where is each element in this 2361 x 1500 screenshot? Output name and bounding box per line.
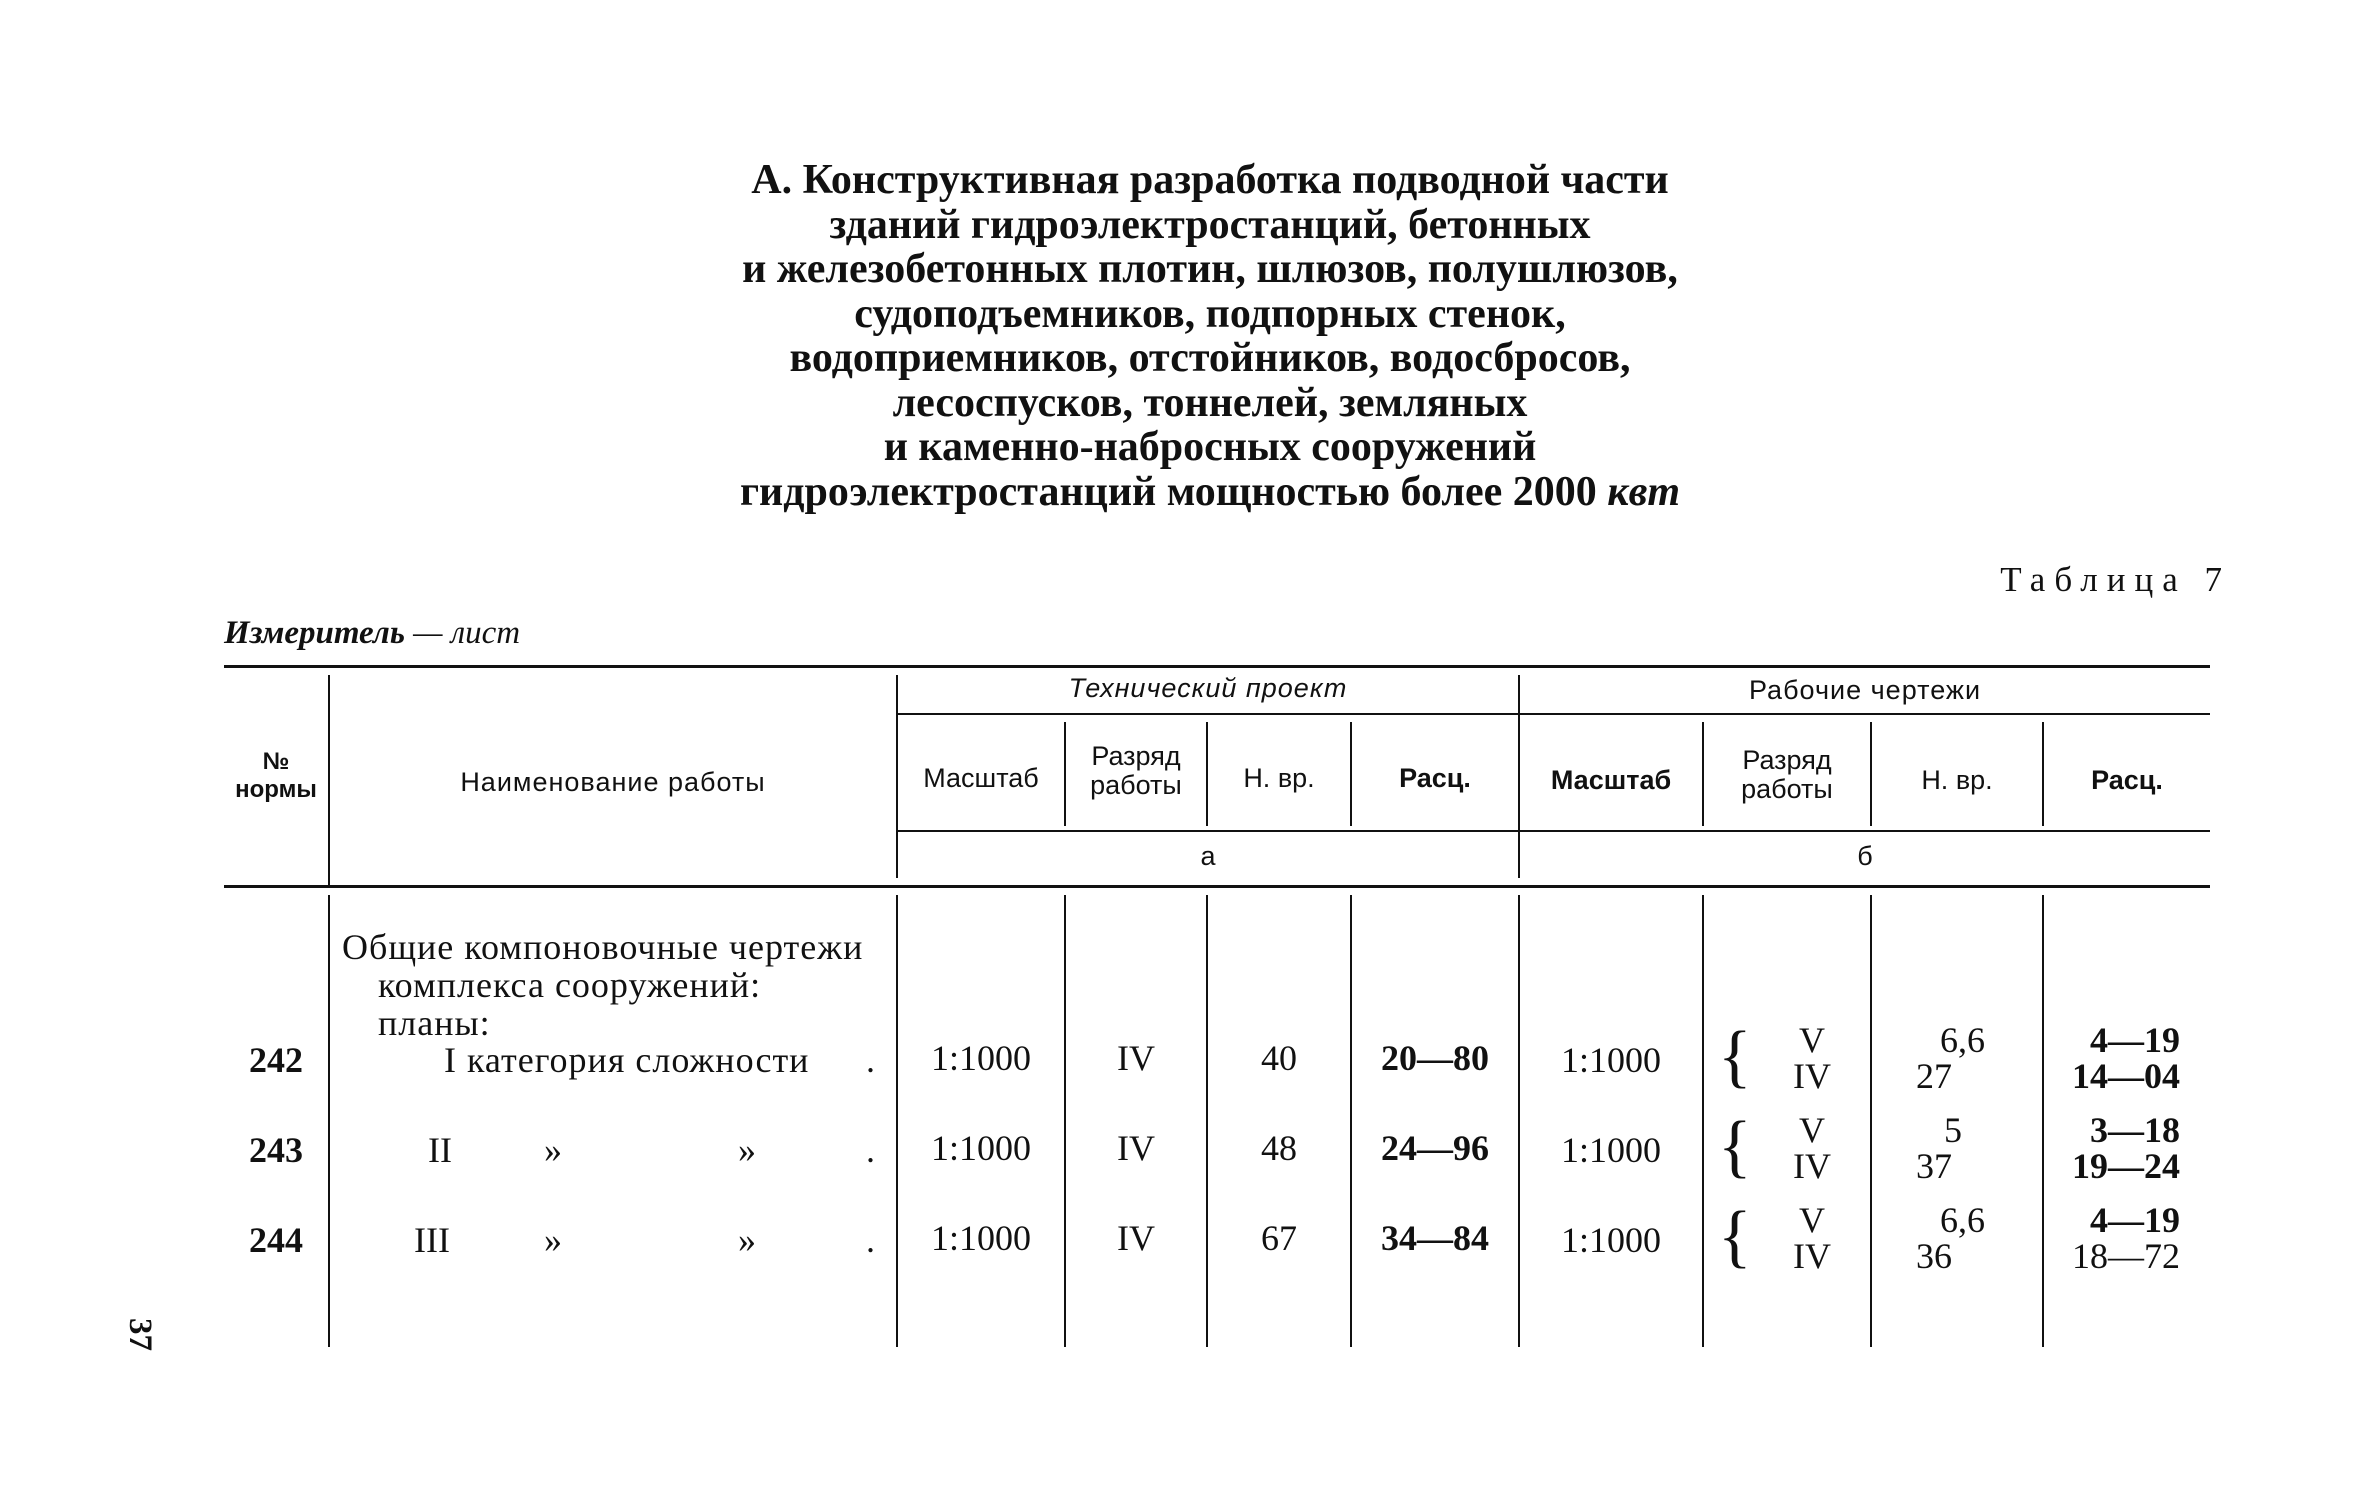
heading-line: и железобетонных плотин, шлюзов, полушлюзов, [742,246,1678,292]
header-wd-rate: Расц. [2091,765,2163,795]
tp-grade: IV [1117,1218,1155,1258]
wd-time: 36 [1916,1236,1952,1276]
wd-rate: 14—04 [2072,1056,2180,1096]
measure-dash: — [413,615,443,651]
tp-scale: 1:1000 [930,1128,1031,1168]
tp-time: 67 [1261,1218,1297,1258]
heading-line-text: гидроэлектростанций мощностью более 2000 [739,468,1597,515]
group-title-line: планы: [378,1003,491,1043]
heading-line: лесоспусков, тоннелей, земляных [892,379,1528,426]
work-name: I категория сложности [444,1040,810,1080]
column-rule [1870,895,1872,1347]
tp-grade: IV [1117,1128,1155,1168]
header-grade-line: работы [1090,770,1182,800]
header-tp-time: Н. вр. [1243,763,1315,793]
column-rule [1518,895,1520,1347]
ditto-mark: » [544,1220,562,1260]
header-grade-line: работы [1741,774,1833,804]
wd-rate: 18—72 [2072,1236,2180,1276]
heading-line: А. Конструктивная разработка подводной части [751,157,1669,203]
tp-rate: 24—96 [1381,1128,1489,1168]
wd-scale: 1:1000 [1560,1130,1661,1170]
column-rule [1702,895,1704,1347]
tp-scale: 1:1000 [930,1218,1031,1258]
grade-brace: { [1718,1198,1752,1275]
heading-line: зданий гидроэлектростанций, бетонных [829,201,1591,248]
header-wd-scale: Масштаб [1550,765,1672,795]
column-rule [1064,895,1066,1347]
grade-brace: { [1718,1018,1752,1095]
section-heading [600,158,1820,514]
header-tp-rate: Расц. [1399,763,1471,793]
grade-brace: { [1718,1108,1752,1185]
tp-grade: IV [1117,1038,1155,1078]
column-rule [896,895,898,1347]
wd-time: 5 [1944,1110,1962,1150]
header-norm-word: нормы [235,776,317,803]
header-column-a: а [1200,841,1216,871]
heading-line [600,470,1820,515]
ditto-mark: » [738,1130,756,1170]
header-column-b: б [1857,841,1873,871]
wd-grade: IV [1793,1056,1831,1096]
heading-unit: квт [1607,468,1681,515]
column-rule [1206,895,1208,1347]
wd-grade: V [1799,1200,1825,1240]
wd-time: 6,6 [1940,1020,1985,1060]
wd-time: 37 [1916,1146,1952,1186]
ditto-mark: » [544,1130,562,1170]
wd-rate: 4—19 [2090,1200,2180,1240]
wd-grade: V [1799,1020,1825,1060]
wd-grade: V [1799,1110,1825,1150]
norm-number: 244 [249,1220,303,1260]
norm-number: 243 [249,1130,303,1170]
group-title [342,928,863,1042]
header-working-drawings: Рабочие чертежи [1748,675,1982,705]
header-bottom-rule [224,885,2210,888]
group-header-rule [898,713,2210,715]
page-number: 37 [122,1318,158,1351]
heading-line: и каменно-набросных сооружений [883,424,1537,470]
wd-scale: 1:1000 [1560,1220,1661,1260]
work-name: II [428,1130,452,1170]
tp-time: 40 [1261,1038,1297,1078]
header-wd-time: Н. вр. [1921,765,1993,795]
heading-line: водоприемников, отстойников, водосбросов, [789,335,1631,381]
work-name: III [414,1220,450,1260]
leader-dot: . [866,1220,875,1260]
column-rule [1350,895,1352,1347]
column-rule [328,895,330,1347]
header-wd-grade [1704,746,1870,804]
header-tp-grade [1066,742,1206,800]
header-norm-number [224,748,328,804]
header-technical-project: Технический проект [1068,673,1348,703]
leader-dot: . [866,1040,875,1080]
header-tp-scale: Масштаб [923,763,1039,793]
header-norm-symbol: № [262,748,290,775]
group-title-line: комплекса сооружений: [378,965,762,1005]
wd-rate: 4—19 [2090,1020,2180,1060]
header-work-name: Наименование работы [460,767,766,797]
measure-label: Измеритель [224,615,405,651]
header-grade-line: Разряд [1742,745,1832,775]
norm-number: 242 [249,1040,303,1080]
measure-value: лист [450,615,521,651]
tp-rate: 34—84 [1381,1218,1489,1258]
table-label: Таблица 7 [2000,560,2231,599]
wd-grade: IV [1793,1236,1831,1276]
wd-grade: IV [1793,1146,1831,1186]
wd-rate: 19—24 [2072,1146,2180,1186]
header-grade-line: Разряд [1091,741,1181,771]
heading-line: судоподъемников, подпорных стенок, [854,290,1566,337]
group-title-line: Общие компоновочные чертежи [342,927,864,967]
wd-time: 27 [1916,1056,1952,1096]
table-top-rule [224,665,2210,668]
tp-scale: 1:1000 [930,1038,1031,1078]
subheader-rule [898,830,2210,832]
leader-dot: . [866,1130,875,1170]
wd-time: 6,6 [1940,1200,1985,1240]
measure-caption [224,615,520,652]
tp-rate: 20—80 [1381,1038,1489,1078]
tp-time: 48 [1261,1128,1297,1168]
ditto-mark: » [738,1220,756,1260]
wd-scale: 1:1000 [1560,1040,1661,1080]
wd-rate: 3—18 [2090,1110,2180,1150]
